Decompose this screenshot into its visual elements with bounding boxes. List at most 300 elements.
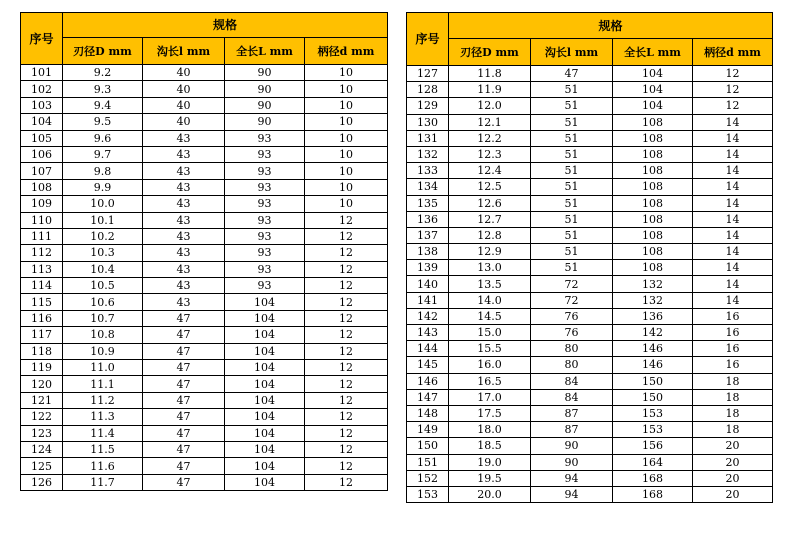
col-header-flute-length: 沟长l mm xyxy=(143,38,225,65)
cell-shank-diameter: 20 xyxy=(693,470,773,486)
cell-shank-diameter: 14 xyxy=(693,260,773,276)
table-row xyxy=(407,357,773,373)
table-row xyxy=(21,409,388,425)
table-row xyxy=(21,425,388,441)
cell-overall-length: 153 xyxy=(613,422,693,438)
table-row xyxy=(21,130,388,146)
cell-blade-diameter: 11.1 xyxy=(63,376,143,392)
cell-flute-length: 87 xyxy=(531,405,613,421)
cell-blade-diameter: 9.2 xyxy=(63,65,143,81)
table-row xyxy=(407,454,773,470)
cell-flute-length: 47 xyxy=(143,392,225,408)
cell-seq: 153 xyxy=(407,486,449,502)
cell-blade-diameter: 11.3 xyxy=(63,409,143,425)
cell-flute-length: 47 xyxy=(143,458,225,474)
cell-flute-length: 43 xyxy=(143,245,225,261)
cell-overall-length: 153 xyxy=(613,405,693,421)
cell-flute-length: 47 xyxy=(143,343,225,359)
cell-flute-length: 47 xyxy=(143,425,225,441)
cell-shank-diameter: 12 xyxy=(305,294,388,310)
cell-flute-length: 51 xyxy=(531,179,613,195)
cell-overall-length: 104 xyxy=(613,66,693,82)
table-row xyxy=(21,179,388,195)
cell-overall-length: 150 xyxy=(613,389,693,405)
cell-shank-diameter: 16 xyxy=(693,357,773,373)
cell-flute-length: 47 xyxy=(143,409,225,425)
cell-blade-diameter: 13.0 xyxy=(449,260,531,276)
cell-blade-diameter: 9.8 xyxy=(63,163,143,179)
cell-overall-length: 146 xyxy=(613,341,693,357)
cell-flute-length: 94 xyxy=(531,486,613,502)
cell-flute-length: 40 xyxy=(143,114,225,130)
cell-overall-length: 108 xyxy=(613,244,693,260)
cell-blade-diameter: 10.6 xyxy=(63,294,143,310)
cell-flute-length: 47 xyxy=(143,360,225,376)
cell-seq: 139 xyxy=(407,260,449,276)
cell-blade-diameter: 9.7 xyxy=(63,146,143,162)
table-row xyxy=(407,341,773,357)
cell-shank-diameter: 12 xyxy=(305,376,388,392)
cell-overall-length: 108 xyxy=(613,211,693,227)
cell-shank-diameter: 12 xyxy=(305,458,388,474)
table-row xyxy=(21,294,388,310)
cell-flute-length: 43 xyxy=(143,212,225,228)
table-row xyxy=(21,278,388,294)
cell-flute-length: 40 xyxy=(143,65,225,81)
cell-seq: 105 xyxy=(21,130,63,146)
cell-flute-length: 84 xyxy=(531,373,613,389)
cell-blade-diameter: 11.2 xyxy=(63,392,143,408)
cell-blade-diameter: 11.5 xyxy=(63,441,143,457)
spec-table-left xyxy=(20,12,388,491)
cell-blade-diameter: 19.0 xyxy=(449,454,531,470)
cell-blade-diameter: 15.0 xyxy=(449,325,531,341)
cell-shank-diameter: 18 xyxy=(693,373,773,389)
table-row xyxy=(407,146,773,162)
spec-header: 规格 xyxy=(63,13,388,38)
cell-flute-length: 87 xyxy=(531,422,613,438)
cell-shank-diameter: 20 xyxy=(693,438,773,454)
cell-seq: 149 xyxy=(407,422,449,438)
cell-seq: 109 xyxy=(21,196,63,212)
cell-seq: 138 xyxy=(407,244,449,260)
cell-blade-diameter: 9.5 xyxy=(63,114,143,130)
cell-blade-diameter: 12.3 xyxy=(449,146,531,162)
cell-blade-diameter: 11.9 xyxy=(449,82,531,98)
table-row xyxy=(21,196,388,212)
cell-shank-diameter: 12 xyxy=(305,310,388,326)
cell-shank-diameter: 12 xyxy=(693,66,773,82)
cell-shank-diameter: 14 xyxy=(693,211,773,227)
cell-flute-length: 47 xyxy=(143,474,225,490)
cell-seq: 108 xyxy=(21,179,63,195)
cell-flute-length: 43 xyxy=(143,261,225,277)
cell-overall-length: 150 xyxy=(613,373,693,389)
cell-blade-diameter: 17.0 xyxy=(449,389,531,405)
cell-shank-diameter: 14 xyxy=(693,195,773,211)
cell-blade-diameter: 11.4 xyxy=(63,425,143,441)
cell-shank-diameter: 12 xyxy=(305,343,388,359)
cell-seq: 147 xyxy=(407,389,449,405)
cell-shank-diameter: 16 xyxy=(693,308,773,324)
table-row xyxy=(21,65,388,81)
cell-overall-length: 104 xyxy=(225,425,305,441)
cell-flute-length: 51 xyxy=(531,146,613,162)
col-header-blade-diameter: 刃径D mm xyxy=(449,39,531,66)
cell-seq: 121 xyxy=(21,392,63,408)
cell-overall-length: 108 xyxy=(613,227,693,243)
table-row xyxy=(407,179,773,195)
cell-flute-length: 51 xyxy=(531,82,613,98)
cell-overall-length: 142 xyxy=(613,325,693,341)
table-row xyxy=(407,195,773,211)
table-row xyxy=(21,81,388,97)
cell-shank-diameter: 14 xyxy=(693,179,773,195)
cell-overall-length: 104 xyxy=(613,98,693,114)
cell-shank-diameter: 14 xyxy=(693,146,773,162)
cell-overall-length: 132 xyxy=(613,276,693,292)
cell-blade-diameter: 11.7 xyxy=(63,474,143,490)
cell-seq: 107 xyxy=(21,163,63,179)
col-header-blade-diameter: 刃径D mm xyxy=(63,38,143,65)
table-row xyxy=(407,66,773,82)
cell-overall-length: 104 xyxy=(225,441,305,457)
cell-seq: 126 xyxy=(21,474,63,490)
table-row xyxy=(407,130,773,146)
col-header-shank-diameter: 柄径d mm xyxy=(693,39,773,66)
col-header-overall-length: 全长L mm xyxy=(225,38,305,65)
cell-seq: 150 xyxy=(407,438,449,454)
cell-overall-length: 93 xyxy=(225,261,305,277)
cell-shank-diameter: 14 xyxy=(693,292,773,308)
cell-seq: 115 xyxy=(21,294,63,310)
cell-seq: 134 xyxy=(407,179,449,195)
cell-blade-diameter: 10.7 xyxy=(63,310,143,326)
cell-blade-diameter: 12.7 xyxy=(449,211,531,227)
cell-blade-diameter: 18.5 xyxy=(449,438,531,454)
cell-overall-length: 93 xyxy=(225,245,305,261)
table-row xyxy=(407,373,773,389)
cell-shank-diameter: 10 xyxy=(305,97,388,113)
table-row xyxy=(21,228,388,244)
cell-overall-length: 93 xyxy=(225,179,305,195)
cell-shank-diameter: 10 xyxy=(305,196,388,212)
cell-blade-diameter: 12.8 xyxy=(449,227,531,243)
cell-shank-diameter: 14 xyxy=(693,130,773,146)
table-row xyxy=(407,422,773,438)
cell-seq: 117 xyxy=(21,327,63,343)
cell-flute-length: 40 xyxy=(143,81,225,97)
cell-shank-diameter: 12 xyxy=(305,392,388,408)
table-row xyxy=(21,441,388,457)
cell-blade-diameter: 10.3 xyxy=(63,245,143,261)
cell-flute-length: 51 xyxy=(531,227,613,243)
cell-shank-diameter: 14 xyxy=(693,244,773,260)
cell-flute-length: 43 xyxy=(143,278,225,294)
cell-seq: 103 xyxy=(21,97,63,113)
cell-flute-length: 47 xyxy=(143,376,225,392)
cell-shank-diameter: 12 xyxy=(305,228,388,244)
table-row xyxy=(21,146,388,162)
cell-shank-diameter: 16 xyxy=(693,325,773,341)
cell-shank-diameter: 12 xyxy=(305,212,388,228)
table-row xyxy=(21,310,388,326)
cell-blade-diameter: 12.5 xyxy=(449,179,531,195)
cell-flute-length: 43 xyxy=(143,294,225,310)
table-row xyxy=(407,438,773,454)
cell-seq: 116 xyxy=(21,310,63,326)
cell-overall-length: 93 xyxy=(225,228,305,244)
cell-blade-diameter: 17.5 xyxy=(449,405,531,421)
cell-blade-diameter: 18.0 xyxy=(449,422,531,438)
table-row xyxy=(21,458,388,474)
cell-shank-diameter: 16 xyxy=(693,341,773,357)
cell-shank-diameter: 12 xyxy=(305,425,388,441)
cell-flute-length: 84 xyxy=(531,389,613,405)
cell-seq: 145 xyxy=(407,357,449,373)
cell-flute-length: 72 xyxy=(531,276,613,292)
table-row xyxy=(21,97,388,113)
cell-overall-length: 90 xyxy=(225,97,305,113)
cell-shank-diameter: 18 xyxy=(693,422,773,438)
cell-seq: 119 xyxy=(21,360,63,376)
cell-flute-length: 43 xyxy=(143,196,225,212)
cell-flute-length: 51 xyxy=(531,130,613,146)
table-row xyxy=(407,292,773,308)
cell-blade-diameter: 19.5 xyxy=(449,470,531,486)
cell-overall-length: 93 xyxy=(225,212,305,228)
cell-flute-length: 90 xyxy=(531,438,613,454)
table-row xyxy=(21,327,388,343)
cell-flute-length: 51 xyxy=(531,114,613,130)
cell-seq: 137 xyxy=(407,227,449,243)
cell-overall-length: 108 xyxy=(613,195,693,211)
seq-header: 序号 xyxy=(21,13,63,65)
cell-overall-length: 104 xyxy=(225,474,305,490)
cell-overall-length: 90 xyxy=(225,65,305,81)
table-row xyxy=(407,389,773,405)
cell-flute-length: 76 xyxy=(531,308,613,324)
cell-blade-diameter: 12.9 xyxy=(449,244,531,260)
cell-overall-length: 104 xyxy=(225,458,305,474)
cell-overall-length: 108 xyxy=(613,130,693,146)
cell-overall-length: 108 xyxy=(613,114,693,130)
cell-overall-length: 104 xyxy=(225,310,305,326)
table-row xyxy=(407,260,773,276)
cell-blade-diameter: 11.6 xyxy=(63,458,143,474)
cell-flute-length: 43 xyxy=(143,130,225,146)
cell-seq: 106 xyxy=(21,146,63,162)
cell-blade-diameter: 11.0 xyxy=(63,360,143,376)
cell-shank-diameter: 10 xyxy=(305,65,388,81)
col-header-overall-length: 全长L mm xyxy=(613,39,693,66)
cell-flute-length: 51 xyxy=(531,163,613,179)
cell-blade-diameter: 10.2 xyxy=(63,228,143,244)
cell-seq: 143 xyxy=(407,325,449,341)
cell-overall-length: 168 xyxy=(613,486,693,502)
table-body-right xyxy=(407,66,773,503)
cell-shank-diameter: 12 xyxy=(305,261,388,277)
cell-overall-length: 146 xyxy=(613,357,693,373)
table-row xyxy=(21,114,388,130)
spec-header: 规格 xyxy=(449,13,773,39)
cell-seq: 146 xyxy=(407,373,449,389)
table-row xyxy=(407,405,773,421)
cell-seq: 136 xyxy=(407,211,449,227)
cell-flute-length: 43 xyxy=(143,163,225,179)
table-row xyxy=(21,261,388,277)
cell-seq: 152 xyxy=(407,470,449,486)
table-row xyxy=(407,325,773,341)
cell-blade-diameter: 14.0 xyxy=(449,292,531,308)
cell-flute-length: 47 xyxy=(531,66,613,82)
cell-seq: 104 xyxy=(21,114,63,130)
cell-blade-diameter: 16.5 xyxy=(449,373,531,389)
cell-overall-length: 93 xyxy=(225,163,305,179)
table-row xyxy=(407,114,773,130)
cell-seq: 123 xyxy=(21,425,63,441)
table-row xyxy=(407,470,773,486)
cell-seq: 114 xyxy=(21,278,63,294)
cell-overall-length: 136 xyxy=(613,308,693,324)
cell-overall-length: 108 xyxy=(613,146,693,162)
spec-table-right xyxy=(406,12,773,503)
cell-blade-diameter: 20.0 xyxy=(449,486,531,502)
cell-overall-length: 93 xyxy=(225,146,305,162)
cell-blade-diameter: 9.4 xyxy=(63,97,143,113)
cell-overall-length: 104 xyxy=(225,343,305,359)
cell-flute-length: 94 xyxy=(531,470,613,486)
cell-overall-length: 104 xyxy=(225,294,305,310)
cell-blade-diameter: 9.9 xyxy=(63,179,143,195)
cell-overall-length: 93 xyxy=(225,130,305,146)
cell-overall-length: 90 xyxy=(225,114,305,130)
cell-shank-diameter: 20 xyxy=(693,486,773,502)
cell-shank-diameter: 12 xyxy=(305,278,388,294)
cell-flute-length: 51 xyxy=(531,195,613,211)
cell-blade-diameter: 9.3 xyxy=(63,81,143,97)
cell-shank-diameter: 14 xyxy=(693,227,773,243)
cell-seq: 132 xyxy=(407,146,449,162)
cell-seq: 101 xyxy=(21,65,63,81)
cell-overall-length: 108 xyxy=(613,260,693,276)
cell-shank-diameter: 10 xyxy=(305,163,388,179)
cell-blade-diameter: 14.5 xyxy=(449,308,531,324)
cell-blade-diameter: 11.8 xyxy=(449,66,531,82)
cell-shank-diameter: 10 xyxy=(305,146,388,162)
cell-seq: 151 xyxy=(407,454,449,470)
cell-overall-length: 104 xyxy=(613,82,693,98)
table-row xyxy=(407,227,773,243)
cell-overall-length: 132 xyxy=(613,292,693,308)
cell-blade-diameter: 10.9 xyxy=(63,343,143,359)
table-row xyxy=(407,163,773,179)
cell-shank-diameter: 12 xyxy=(305,327,388,343)
cell-shank-diameter: 20 xyxy=(693,454,773,470)
cell-blade-diameter: 15.5 xyxy=(449,341,531,357)
cell-shank-diameter: 14 xyxy=(693,163,773,179)
cell-blade-diameter: 13.5 xyxy=(449,276,531,292)
cell-flute-length: 51 xyxy=(531,98,613,114)
cell-flute-length: 51 xyxy=(531,244,613,260)
table-row xyxy=(407,211,773,227)
cell-seq: 148 xyxy=(407,405,449,421)
cell-blade-diameter: 12.6 xyxy=(449,195,531,211)
cell-shank-diameter: 14 xyxy=(693,114,773,130)
cell-overall-length: 90 xyxy=(225,81,305,97)
cell-overall-length: 104 xyxy=(225,327,305,343)
table-row xyxy=(407,82,773,98)
table-row xyxy=(407,244,773,260)
cell-flute-length: 72 xyxy=(531,292,613,308)
cell-flute-length: 43 xyxy=(143,179,225,195)
cell-shank-diameter: 10 xyxy=(305,130,388,146)
cell-seq: 130 xyxy=(407,114,449,130)
cell-overall-length: 104 xyxy=(225,360,305,376)
cell-blade-diameter: 16.0 xyxy=(449,357,531,373)
table-row xyxy=(407,98,773,114)
cell-shank-diameter: 10 xyxy=(305,114,388,130)
cell-seq: 141 xyxy=(407,292,449,308)
cell-seq: 131 xyxy=(407,130,449,146)
cell-seq: 125 xyxy=(21,458,63,474)
cell-flute-length: 51 xyxy=(531,260,613,276)
table-row xyxy=(21,376,388,392)
table-row xyxy=(21,360,388,376)
cell-seq: 110 xyxy=(21,212,63,228)
cell-seq: 122 xyxy=(21,409,63,425)
cell-shank-diameter: 12 xyxy=(305,360,388,376)
cell-flute-length: 51 xyxy=(531,211,613,227)
cell-overall-length: 156 xyxy=(613,438,693,454)
cell-blade-diameter: 10.1 xyxy=(63,212,143,228)
table-row xyxy=(407,486,773,502)
cell-shank-diameter: 12 xyxy=(693,82,773,98)
cell-seq: 112 xyxy=(21,245,63,261)
cell-shank-diameter: 12 xyxy=(693,98,773,114)
cell-seq: 140 xyxy=(407,276,449,292)
cell-blade-diameter: 12.4 xyxy=(449,163,531,179)
cell-blade-diameter: 9.6 xyxy=(63,130,143,146)
cell-blade-diameter: 10.4 xyxy=(63,261,143,277)
cell-overall-length: 108 xyxy=(613,163,693,179)
cell-seq: 127 xyxy=(407,66,449,82)
cell-blade-diameter: 10.5 xyxy=(63,278,143,294)
cell-overall-length: 164 xyxy=(613,454,693,470)
cell-seq: 120 xyxy=(21,376,63,392)
table-row xyxy=(407,308,773,324)
seq-header: 序号 xyxy=(407,13,449,66)
table-row xyxy=(21,245,388,261)
table-row xyxy=(21,474,388,490)
cell-seq: 142 xyxy=(407,308,449,324)
cell-seq: 118 xyxy=(21,343,63,359)
cell-blade-diameter: 12.2 xyxy=(449,130,531,146)
cell-seq: 128 xyxy=(407,82,449,98)
table-row xyxy=(21,343,388,359)
cell-blade-diameter: 12.1 xyxy=(449,114,531,130)
cell-shank-diameter: 10 xyxy=(305,81,388,97)
cell-shank-diameter: 12 xyxy=(305,441,388,457)
cell-shank-diameter: 10 xyxy=(305,179,388,195)
cell-overall-length: 104 xyxy=(225,392,305,408)
cell-overall-length: 168 xyxy=(613,470,693,486)
cell-seq: 129 xyxy=(407,98,449,114)
cell-overall-length: 108 xyxy=(613,179,693,195)
cell-shank-diameter: 14 xyxy=(693,276,773,292)
cell-flute-length: 43 xyxy=(143,146,225,162)
cell-flute-length: 43 xyxy=(143,228,225,244)
